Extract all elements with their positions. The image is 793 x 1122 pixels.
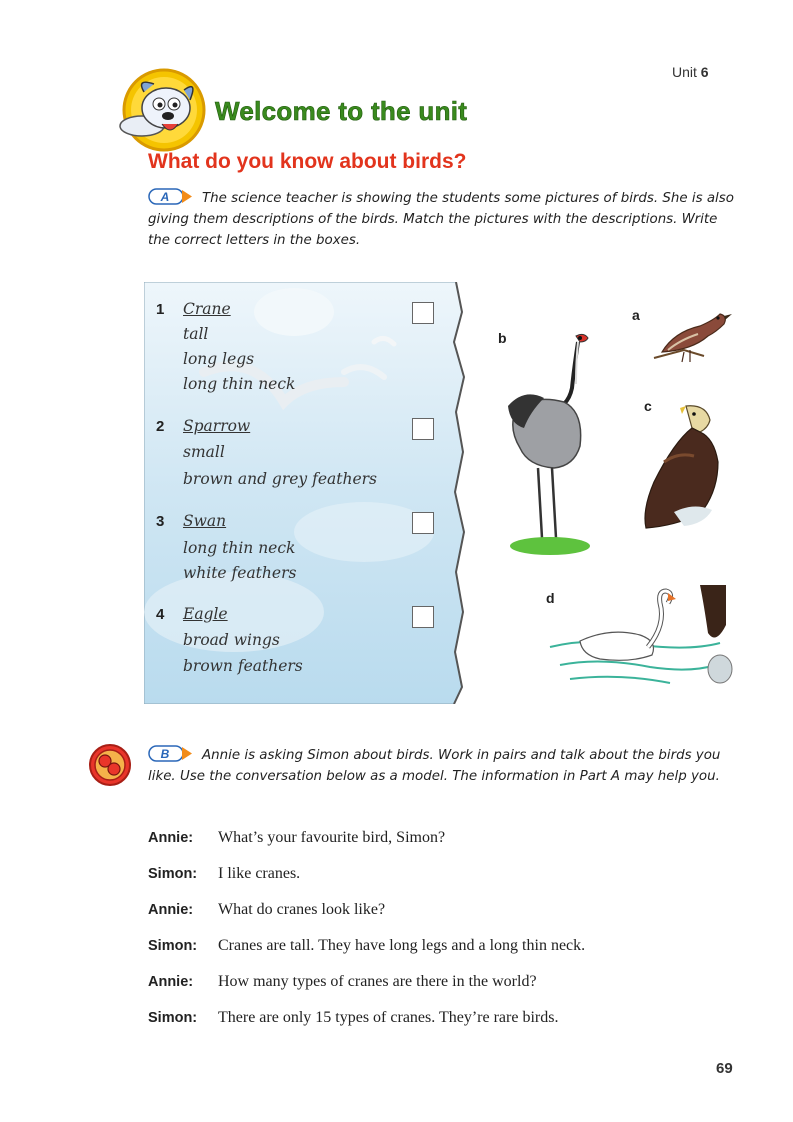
section-title: What do you know about birds? bbox=[148, 150, 467, 173]
part-b-instruction-text: Annie is asking Simon about birds. Work in pairs and talk about the birds you like. Use the conversation below as a model. The information in Part A may help you. bbox=[148, 748, 721, 784]
part-b-instruction bbox=[148, 745, 738, 787]
dialogue-speaker: Simon: bbox=[148, 1010, 198, 1026]
part-a-badge bbox=[148, 188, 196, 205]
swan-picture-icon bbox=[540, 585, 733, 697]
item-2-name: Sparrow bbox=[183, 417, 251, 435]
dialogue-speaker: Simon: bbox=[148, 938, 198, 954]
dialogue-speaker: Annie: bbox=[148, 902, 194, 918]
sparrow-picture-icon bbox=[644, 306, 736, 368]
picture-label-c: c bbox=[644, 398, 652, 414]
item-2-line-2: brown and grey feathers bbox=[183, 470, 377, 488]
page-number: 69 bbox=[716, 1060, 733, 1077]
answer-box-4[interactable] bbox=[412, 606, 434, 628]
item-1-number: 1 bbox=[156, 301, 165, 318]
picture-label-d: d bbox=[546, 590, 555, 606]
dialogue-speaker: Annie: bbox=[148, 974, 194, 990]
answer-box-1[interactable] bbox=[412, 302, 434, 324]
answer-box-3[interactable] bbox=[412, 512, 434, 534]
dialogue-line: How many types of cranes are there in the world? bbox=[218, 973, 537, 990]
dialogue-line: Cranes are tall. They have long legs and a long thin neck. bbox=[218, 937, 586, 954]
welcome-title: Welcome to the unit bbox=[215, 96, 468, 126]
item-4-line-1: broad wings bbox=[183, 631, 280, 649]
item-3-number: 3 bbox=[156, 513, 165, 530]
dialogue-line: What’s your favourite bird, Simon? bbox=[218, 829, 446, 846]
dialogue-speaker: Simon: bbox=[148, 866, 198, 882]
svg-text:B: B bbox=[160, 747, 170, 761]
item-4-line-2: brown feathers bbox=[183, 657, 303, 675]
dog-mascot-icon bbox=[114, 66, 210, 154]
item-1-line-1: tall bbox=[183, 325, 209, 343]
picture-label-b: b bbox=[498, 330, 507, 346]
dialogue-speaker: Annie: bbox=[148, 830, 194, 846]
crane-picture-icon bbox=[494, 328, 606, 560]
dialogue-line: What do cranes look like? bbox=[218, 901, 386, 918]
dialogue-line: I like cranes. bbox=[218, 865, 301, 882]
unit-label: Unit 6 bbox=[672, 64, 709, 80]
item-3-line-2: white feathers bbox=[183, 564, 297, 582]
part-b-badge bbox=[148, 745, 196, 762]
part-a-instruction bbox=[148, 188, 738, 251]
item-2-number: 2 bbox=[156, 418, 165, 435]
pair-work-icon bbox=[88, 743, 132, 787]
unit-number: 6 bbox=[700, 64, 709, 80]
answer-box-2[interactable] bbox=[412, 418, 434, 440]
dialogue-line: There are only 15 types of cranes. They’re rare birds. bbox=[218, 1009, 559, 1026]
item-3-name: Swan bbox=[183, 512, 227, 530]
part-a-instruction-text: The science teacher is showing the students some pictures of birds. She is also giving them descriptions of the birds. Match the pictures with the descriptions. Write the correct letters in the boxes. bbox=[148, 191, 734, 248]
svg-text:A: A bbox=[160, 190, 170, 204]
item-3-line-1: long thin neck bbox=[183, 539, 296, 557]
item-2-line-1: small bbox=[183, 443, 225, 461]
item-4-number: 4 bbox=[156, 606, 165, 623]
picture-label-a: a bbox=[632, 307, 640, 323]
eagle-picture-icon bbox=[634, 402, 728, 532]
item-1-line-2: long legs bbox=[183, 350, 255, 368]
item-4-name: Eagle bbox=[183, 605, 228, 623]
item-1-name: Crane bbox=[183, 300, 231, 318]
item-1-line-3: long thin neck bbox=[183, 375, 296, 393]
